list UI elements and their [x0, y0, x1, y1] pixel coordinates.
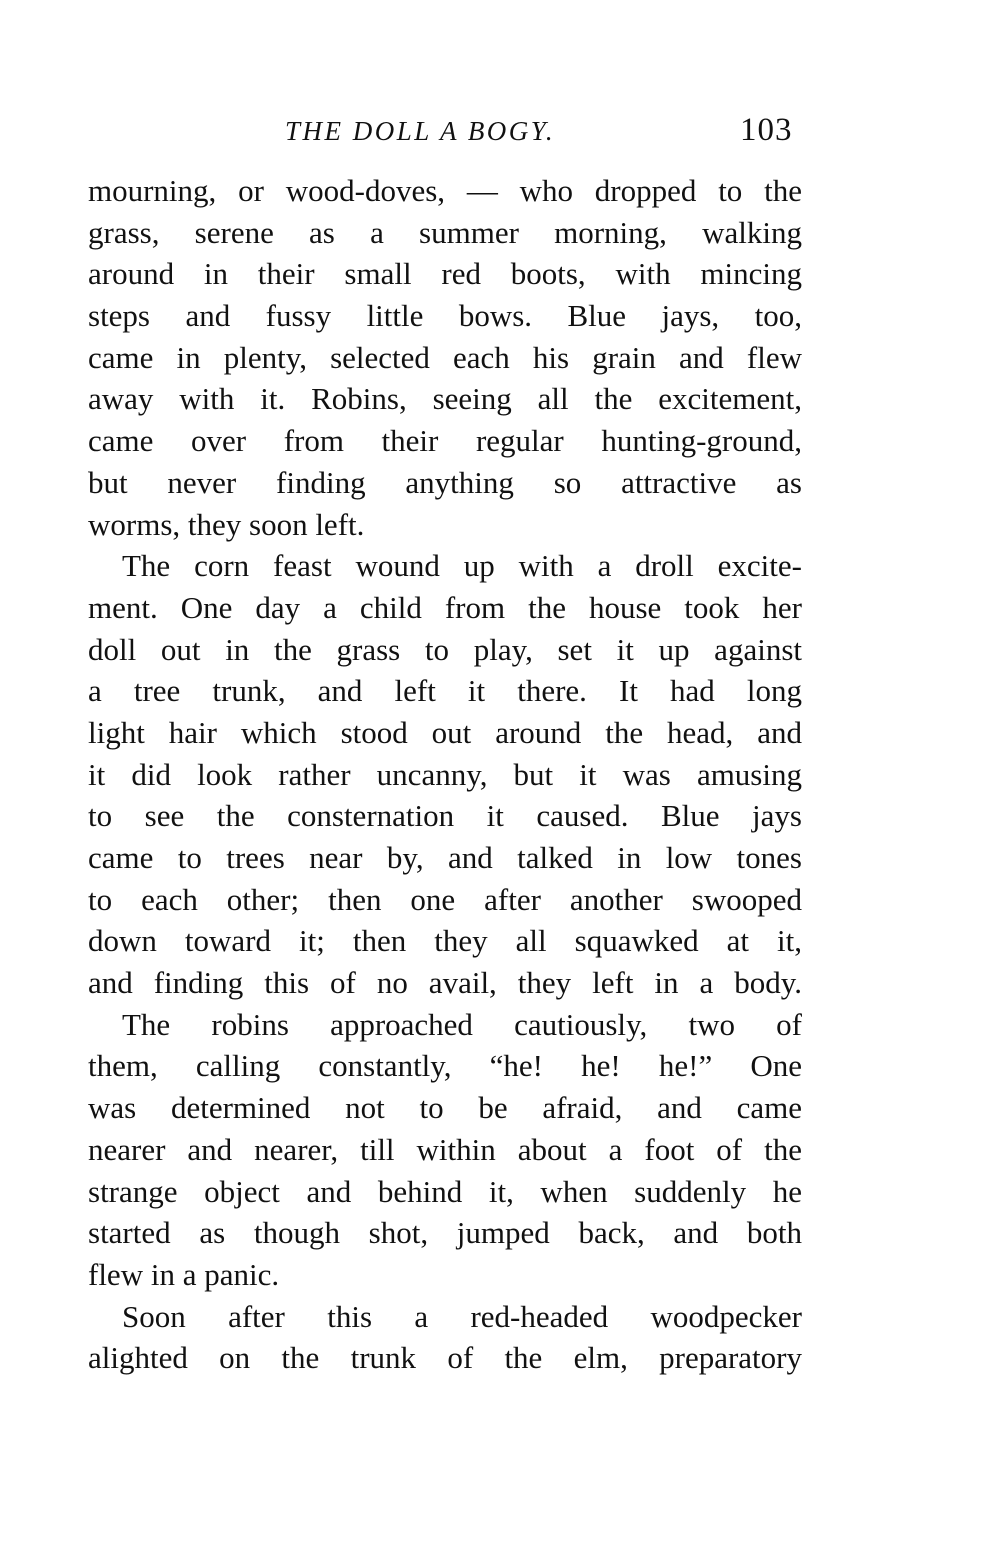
- text-line: strange object and behind it, when suddenly he: [88, 1173, 802, 1209]
- text-line: was determined not to be afraid, and came: [88, 1090, 802, 1126]
- text-line: nearer and nearer, till within about a foot of the: [88, 1131, 802, 1167]
- text-line: came over from their regular hunting-ground,: [88, 423, 802, 459]
- text-line: light hair which stood out around the head, and: [88, 714, 802, 750]
- running-head: [0, 112, 1000, 156]
- paragraph-3: [88, 1004, 802, 1296]
- text-line: started as though shot, jumped back, and both: [88, 1215, 802, 1251]
- body-text: [88, 170, 802, 1379]
- text-line: but never finding anything so attractive as: [88, 464, 802, 500]
- text-line: mourning, or wood-doves, — who dropped to the: [88, 173, 802, 208]
- text-line: a tree trunk, and left it there. It had long: [88, 673, 802, 709]
- text-line: around in their small red boots, with mincing: [88, 256, 802, 292]
- text-line: steps and fussy little bows. Blue jays, too,: [88, 298, 802, 334]
- text-line: ment. One day a child from the house took her: [88, 589, 802, 625]
- text-line: grass, serene as a summer morning, walking: [88, 214, 802, 250]
- text-line: The corn feast wound up with a droll excite-: [122, 548, 802, 584]
- text-line: came to trees near by, and talked in low tones: [88, 840, 802, 875]
- text-line: to each other; then one after another swooped: [88, 881, 802, 917]
- running-title: THE DOLL A BOGY.: [285, 116, 556, 146]
- text-line: down toward it; then they all squawked at it,: [88, 923, 802, 959]
- paragraph-2: [88, 545, 802, 1004]
- paragraph-4: [88, 1296, 802, 1379]
- text-line: away with it. Robins, seeing all the excitement,: [88, 381, 802, 417]
- page-number: 103: [740, 112, 793, 148]
- text-line: it did look rather uncanny, but it was amusing: [88, 756, 802, 792]
- paragraph-1: [88, 170, 802, 545]
- text-line: Soon after this a red-headed woodpecker: [122, 1298, 802, 1334]
- text-line: them, calling constantly, “he! he! he!” One: [88, 1048, 802, 1084]
- text-line: and finding this of no avail, they left in a body.: [88, 965, 802, 1001]
- text-line: worms, they soon left.: [88, 506, 365, 542]
- text-line: The robins approached cautiously, two of: [122, 1006, 802, 1042]
- text-line: alighted on the trunk of the elm, preparatory: [88, 1340, 802, 1376]
- text-line: to see the consternation it caused. Blue jays: [88, 798, 802, 834]
- text-line: came in plenty, selected each his grain and flew: [88, 339, 802, 375]
- text-line: flew in a panic.: [88, 1256, 280, 1292]
- text-line: doll out in the grass to play, set it up against: [88, 631, 802, 667]
